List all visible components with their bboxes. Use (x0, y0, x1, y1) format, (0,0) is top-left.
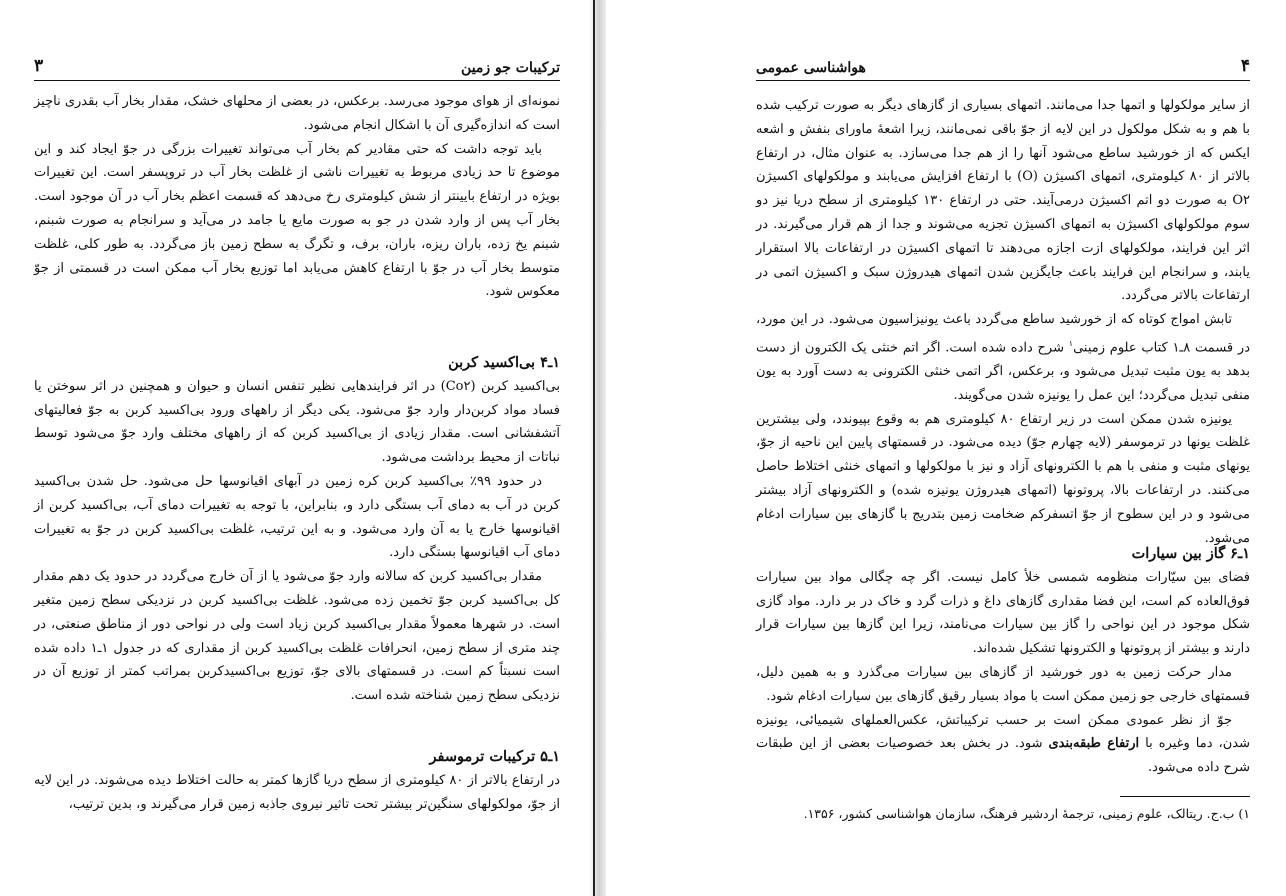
right-page-number: ۴ (1240, 56, 1250, 76)
section-heading-thermosphere: ۱ـ۵ ترکیبات ترموسفر (429, 748, 560, 765)
right-header-rule (756, 80, 1250, 81)
left-body-thermosphere (34, 745, 560, 816)
paragraph-ionization (756, 308, 1250, 408)
footnote: ۱) ب.ج. ریتالک، علوم زمینی، ترجمهٔ اردشیر فرهنگ، سازمان هواشناسی کشور، ۱۳۵۶. (803, 806, 1250, 821)
classification-bold: ارتفاع طبقه‌بندی (1048, 736, 1140, 752)
right-body-top (756, 94, 1250, 550)
paragraph-co2-oceans: در حدود ۹۹٪ بی‌اکسید کربن کره زمین در آبهای اقیانوسها حل می‌شود. حل شدن بی‌اکسید کربن در آب به دمای آب بستگی دارد و، بنابراین، با توجه به تغییرات دمای آب، بی‌اکسید کربن از اقیانوسها خارج یا به آن وارد می‌شود. و به این ترتیب، غلظت بی‌اکسید کربن در جوّ به تغییرات دمای آب اقیانوسها بستگی دارد. (34, 473, 560, 561)
left-body-co2 (34, 351, 560, 708)
classification-text-b: شود. در بخش بعد خصوصیات بعضی از این طبقات شرح داده می‌شود. (756, 736, 1250, 776)
paragraph-thermosphere: در ارتفاع بالاتر از ۸۰ کیلومتری از سطح دریا گازها کمتر به حالت اختلاط دیده می‌شوند. در این لایه از جوّ، مولکولهای سنگین‌تر بیشتر تحت تاثیر نیروی جاذبه زمین قرار می‌گیرند و، بدین ترتیب، (34, 772, 560, 812)
ionization-text-b: شرح داده شده است. اگر اتم خنثی یک الکترون از دست بدهد به یون مثبت تبدیل می‌شود و، برعکس، اگر اتمی خنثی الکترونی به دست آورد به یون منفی تبدیل می‌گردد؛ این عمل را یونیزه شدن می‌گویند. (756, 340, 1250, 403)
paragraph-intro: نمونه‌ای از هوای موجود می‌رسد. برعکس، در بعضی از محلهای خشک، مقدار بخار آب بقدری ناچیز است که اندازه‌گیری آن با اشکال انجام می‌شود. (34, 94, 560, 133)
paragraph-interplanetary-space: فضای بین سیّارات منظومه شمسی خلأ کامل نیست. اگر چه چگالی مواد بین سیارات فوق‌العاده کم است، این فضا مقداری گازهای داغ و ذرات گرد و خاک در بر دارد. مواد گازی شکل موجود در این نواحی را گاز بین سیارات می‌نامند، زیرا این گازها بین سیارات قرار دارند و بیشتر از پروتونها و الکترونها تشکیل شده‌اند. (756, 569, 1250, 657)
gutter-line (593, 0, 595, 896)
paragraph-co2-amount: مقدار بی‌اکسید کربن که سالانه وارد جوّ می‌شود یا از آن خارج می‌گردد در حدود یک دهم مقدار کل بی‌اکسید کربن جوّ تخمین زده می‌شود. غلظت بی‌اکسید کربن در نزدیکی سطح زمین متغیر است. در شهرها معمولاً مقدار بی‌اکسید کربن زیاد است ولی در نواحی دور از مناطق صنعتی، در چند متری از سطح زمین، انحرافات غلظت بی‌اکسید کربن از مقداری که در جدول ۱ـ۱ داده شده است نسبتاً کم است. در قسمتهای بالای جوّ، توزیع بی‌اکسیدکربن بمراتب کمتر از توزیع آن در نزدیکی سطح زمین شناخته شده است. (34, 569, 560, 704)
paragraph-molecules: از سایر مولکولها و اتمها جدا می‌مانند. اتمهای بسیاری از گازهای دیگر به صورت ترکیب شده با هم و به شکل مولکول در این لایه از جوّ باقی نمی‌مانند، زیرا اشعهٔ ماورای بنفش و اشعه ایکس که از خورشید ساطع می‌شود آنها را از هم جدا می‌سازد. به عنوان مثال، در ارتفاع بالاتر از ۸۰ کیلومتری، اتمهای اکسیژن (O) با ارتفاع افزایش می‌یابند و مولکولهای اکسیژن O۲ به صورت دو اتم اکسیژن درمی‌آیند. حتی در ارتفاع ۱۳۰ کیلومتری از سطح دریا نیز دو سوم مولکولهای اکسیژن به اتمهای اکسیژن تجزیه می‌شوند و جدا از هم قرار می‌گیرند. در اثر این فرایند، مولکولهای ازت اجازه می‌دهند تا اتمهای اکسیژن در ارتفاعات بالا استقرار یابند، و سرانجام این فرایند باعث جایگزین شدن اتمهای هیدروژن سبک و اکسیژن اتمی در ارتفاعات بالاتر می‌گردد. (756, 98, 1251, 304)
right-header-title: هواشناسی عمومی (756, 60, 866, 76)
footnote-rule (1120, 796, 1250, 797)
right-page (606, 0, 1286, 896)
right-body-gas (756, 542, 1250, 780)
left-body-top (34, 90, 560, 304)
paragraph-ion-concentration: یونیزه شدن ممکن است در زیر ارتفاع ۸۰ کیلومتری هم به وقوع بپیوندد، ولی بیشترین غلظت یونها در ترموسفر (لایه چهارم جوّ) دیده می‌شود. در قسمتهای پایین این ناحیه از جوّ، یونهای مثبت و منفی با هم با الکترونهای آزاد و نیز با مولکولها و اتمهای خنثی اختلاط حاصل می‌کنند. در ارتفاعات بالا، پروتونها (اتمهای هیدروژن یونیزه شده) و الکترونهای آزاد بیشتر می‌شود و در این سطوح از جوّ اتسفرکم ضخامت زمین بتدریج با گازهای بین سیارات ادغام می‌شود. (756, 411, 1250, 546)
left-page (0, 0, 590, 896)
paragraph-vertical-classification (756, 709, 1250, 780)
paragraph-co2-sources: بی‌اکسید کربن (Co۲) در اثر فرایندهایی نظیر تنفس انسان و حیوان و همچنین در اثر سوختن یا فساد مواد کربن‌دار وارد جوّ می‌شود. یکی دیگر از راههای ورود بی‌اکسید کربن به جوّ فعالیتهای آتشفشانی است. مقدار زیادی از بی‌اکسید کربن که از راههای مختلف وارد جوّ می‌شود توسط نباتات از محیط برداشت می‌شود. (34, 378, 560, 466)
paragraph-earth-orbit: مدار حرکت زمین به دور خورشید از گازهای بین سیارات می‌گذرد و به همین دلیل، قسمتهای خارجی جو زمین ممکن است با مواد بسیار رقیق گازهای بین سیارات ادغام شود. (756, 664, 1250, 704)
classification-text-a: جوّ از نظر عمودی ممکن است بر حسب ترکیباتش، عکس‌العملهای شیمیائی، یونیزه شدن، دما وغیره با (756, 712, 1250, 752)
section-heading-interplanetary-gas: ۱ـ۶ گاز بین سیارات (1131, 545, 1250, 562)
ionization-text-a: تابش امواج کوتاه که از خورشید ساطع می‌گردد باعث یونیزاسیون می‌شود. در این مورد، در قسمت ۸ـ۱ کتاب علوم زمینی (756, 312, 1250, 356)
left-page-number: ۳ (34, 56, 44, 76)
paragraph-water-vapor: باید توجه داشت که حتی مقادیر کم بخار آب می‌تواند تغییرات بزرگی در جوّ ایجاد کند و این موضوع تا حد زیادی مربوط به تغییرات ناشی از غلظت بخار آب در تروپسفر است. این تغییرات بویژه در ارتفاع بایینتر از شش کیلومتری رخ می‌دهد که قسمت اعظم بخار آب در آن موجود است. بخار آب پس از وارد شدن در جو به صورت مایع یا جامد در می‌آید و سرانجام به صورت شبنم، شبنم یخ زده، باران ریزه، باران، برف، و تگرگ به سطح زمین باز می‌گردد. به طور کلی، غلظت متوسط بخار آب در جوّ با ارتفاع کاهش می‌یابد اما توزیع بخار آب ممکن است در قسمتی از جوّ معکوس شود. (34, 141, 560, 300)
section-heading-co2: ۱ـ۴ بی‌اکسید کربن (448, 354, 560, 371)
right-page-header (756, 54, 1250, 76)
left-page-header (34, 54, 560, 76)
left-header-rule (34, 80, 560, 81)
left-header-title: ترکیبات جو زمین (461, 60, 560, 76)
footnote-marker: ۱ (1068, 338, 1074, 348)
